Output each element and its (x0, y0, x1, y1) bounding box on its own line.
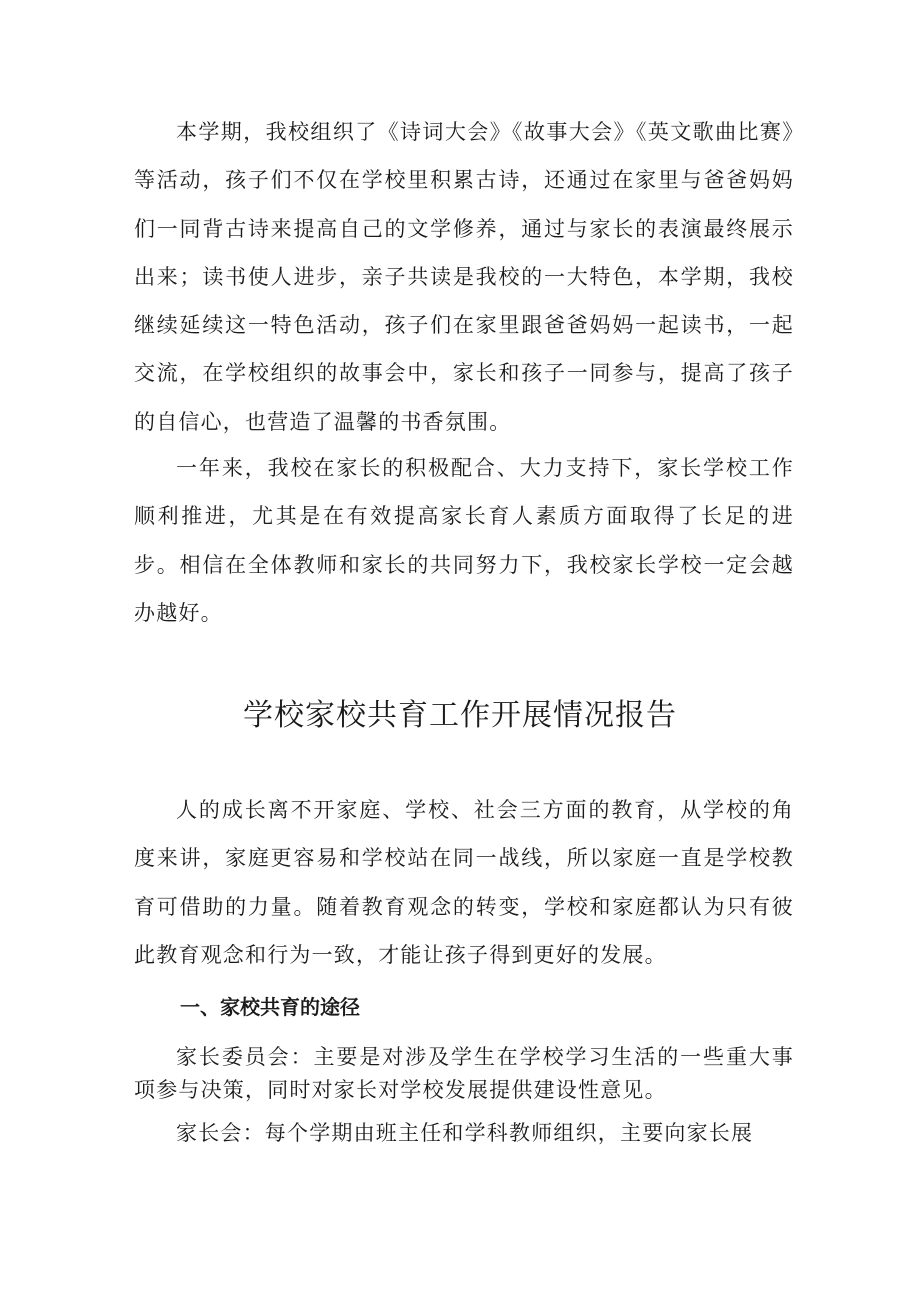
paragraph-summary: 一年来，我校在家长的积极配合、大力支持下，家长学校工作顺利推进，尤其是在有效提高家长育人素质方面取得了长足的进步。相信在全体教师和家长的共同努力下，我校家长学校一定会越办越好。 (134, 456, 794, 625)
paragraph-activities: 本学期，我校组织了《诗词大会》《故事大会》《英文歌曲比赛》等活动，孩子们不仅在学校里积累古诗，还通过在家里与爸爸妈妈们一同背古诗来提高自己的文学修养，通过与家长的表演最终展示出来；读书使人进步，亲子共读是我校的一大特色，本学期，我校继续延续这一特色活动，孩子们在家里跟爸爸妈妈一起读书，一起交流，在学校组织的故事会中，家长和孩子一同参与，提高了孩子的自信心，也营造了温馨的书香氛围。 (134, 120, 794, 434)
paragraph-intro: 人的成长离不开家庭、学校、社会三方面的教育，从学校的角度来讲，家庭更容易和学校站在同一战线，所以家庭一直是学校教育可借助的力量。随着教育观念的转变，学校和家庭都认为只有彼此教育观念和行为一致，才能让孩子得到更好的发展。 (134, 798, 794, 967)
paragraph-parent-committee: 家长委员会：主要是对涉及学生在学校学习生活的一些重大事项参与决策，同时对家长对学校发展提供建设性意见。 (134, 1045, 794, 1102)
paragraph-parent-meeting: 家长会：每个学期由班主任和学科教师组织，主要向家长展 (176, 1121, 754, 1145)
report-title: 学校家校共育工作开展情况报告 (243, 698, 677, 733)
section-heading: 一、家校共育的途径 (180, 995, 360, 1019)
